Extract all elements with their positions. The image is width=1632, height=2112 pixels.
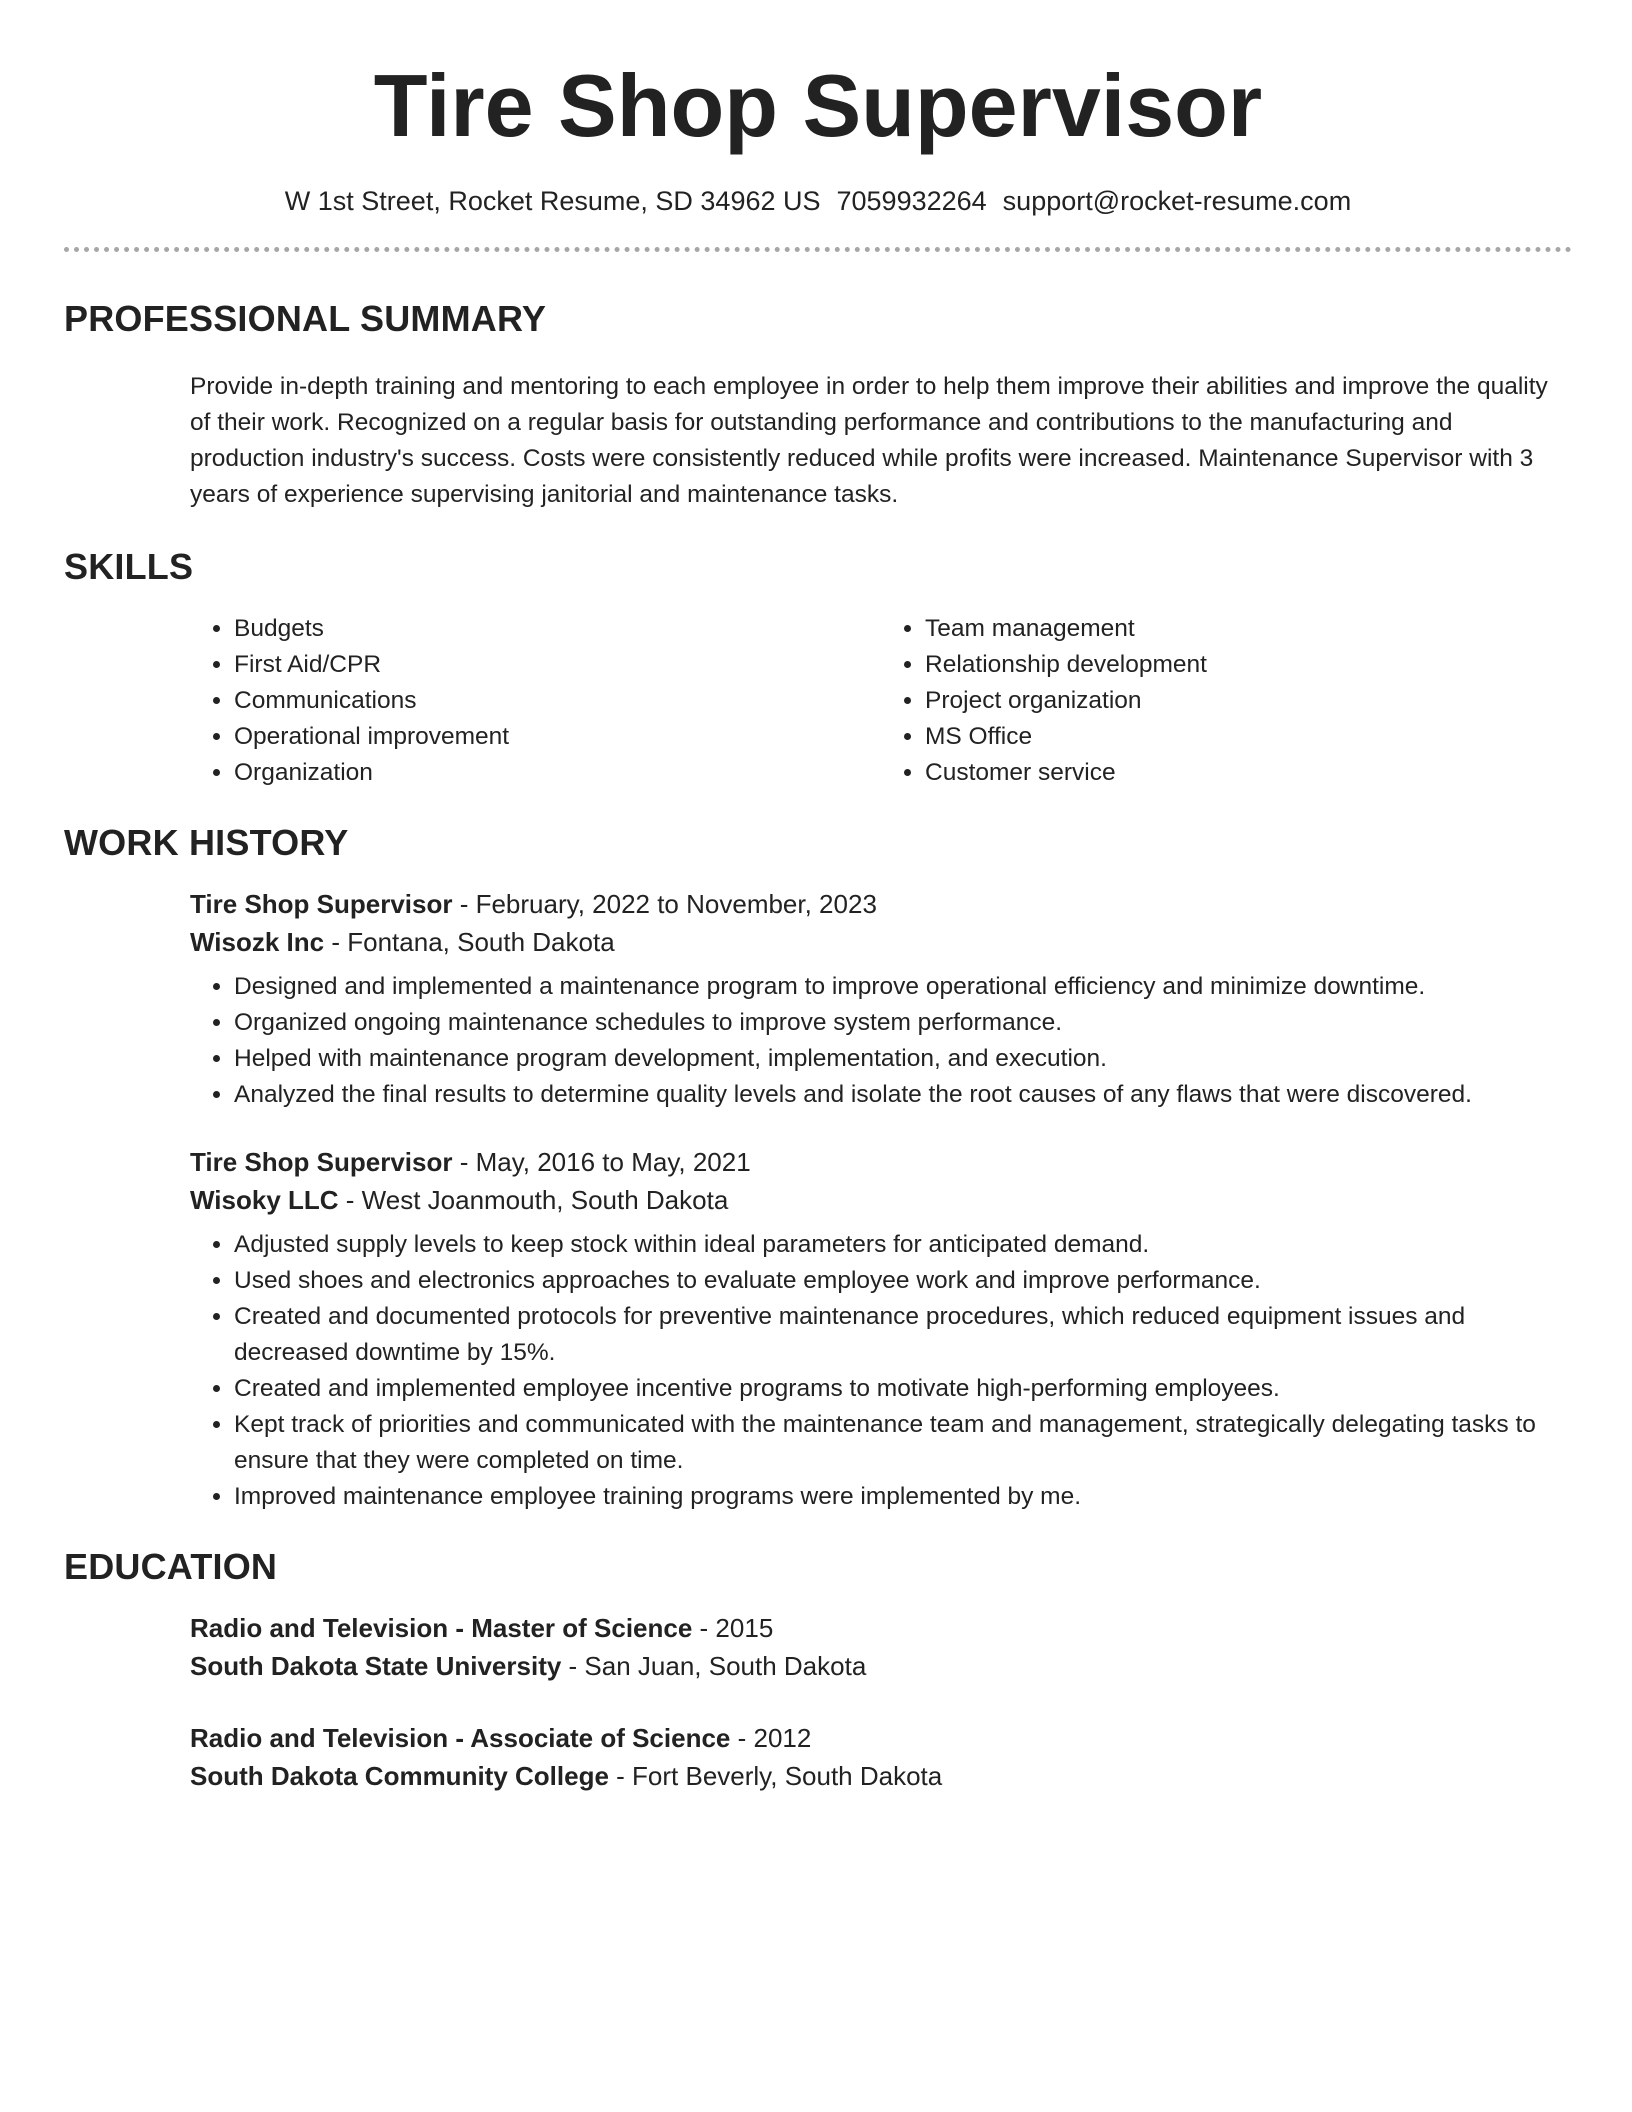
job-bullet: • Adjusted supply levels to keep stock within ideal parameters for anticipated demand. [234, 1227, 1572, 1263]
resume-page [64, 0, 1572, 1795]
skill-item: • MS Office [925, 719, 1572, 755]
job-location: - Fontana, South Dakota [324, 927, 615, 957]
skill-item: • Customer service [925, 755, 1572, 791]
school-name: South Dakota State University [190, 1651, 562, 1681]
job-company: Wisozk Inc [190, 927, 325, 957]
job-bullet: • Kept track of priorities and communicated with the maintenance team and management, strategically delegating tasks to ensure that they were completed on time. [234, 1407, 1572, 1479]
job-title-line [190, 885, 1572, 923]
job-bullet: • Designed and implemented a maintenance program to improve operational efficiency and minimize downtime. [234, 969, 1572, 1005]
skill-item: • Communications [234, 683, 881, 719]
summary-section [64, 297, 1572, 513]
skill-item: • Relationship development [925, 647, 1572, 683]
job-company-line [190, 923, 1572, 961]
skills-list-left [190, 611, 881, 791]
job-location: - West Joanmouth, South Dakota [338, 1185, 729, 1215]
job-bullet: • Created and documented protocols for preventive maintenance procedures, which reduced equipment issues and decreased downtime by 15%. [234, 1299, 1572, 1371]
job-dates: - May, 2016 to May, 2021 [452, 1147, 751, 1177]
skills-heading: SKILLS [64, 546, 194, 587]
skill-item: • Organization [234, 755, 881, 791]
education-section [64, 1545, 1572, 1795]
contact-email: support@rocket-resume.com [1002, 186, 1352, 216]
job-title: Tire Shop Supervisor [190, 889, 453, 919]
skills-columns [190, 611, 1572, 791]
job-bullet: • Improved maintenance employee training programs were implemented by me. [234, 1479, 1572, 1515]
school-name: South Dakota Community College [190, 1761, 609, 1791]
summary-text: Provide in-depth training and mentoring to each employee in order to help them improve their abilities and improve the quality of their work. Recognized on a regular basis for outstanding performance and contributions to the manufacturing and production industry's success. Costs were consistently reduced while profits were increased. Maintenance Supervisor with 3 years of experience supervising janitorial and maintenance tasks. [190, 373, 1548, 508]
school-line [190, 1757, 1572, 1795]
header-divider [64, 247, 1572, 252]
job-company-line [190, 1181, 1572, 1219]
resume-title: Tire Shop Supervisor [373, 56, 1263, 155]
school-location: - San Juan, South Dakota [561, 1651, 867, 1681]
job-entry [190, 885, 1572, 1113]
contact-line [64, 184, 1572, 218]
job-bullet: • Organized ongoing maintenance schedules to improve system performance. [234, 1005, 1572, 1041]
contact-phone: 7059932264 [836, 186, 987, 216]
job-dates: - February, 2022 to November, 2023 [452, 889, 877, 919]
job-bullets [190, 1227, 1572, 1515]
skill-item: • Operational improvement [234, 719, 881, 755]
degree-year: - 2012 [730, 1723, 812, 1753]
degree-year: - 2015 [692, 1613, 774, 1643]
education-entry [190, 1719, 1572, 1795]
contact-address: W 1st Street, Rocket Resume, SD 34962 US [284, 186, 821, 216]
education-entry [190, 1609, 1572, 1685]
skill-item: • Project organization [925, 683, 1572, 719]
degree-line [190, 1609, 1572, 1647]
degree-name: Radio and Television - Master of Science [190, 1613, 693, 1643]
skill-item: • Budgets [234, 611, 881, 647]
job-bullet: • Analyzed the final results to determine quality levels and isolate the root causes of any flaws that were discovered. [234, 1077, 1572, 1113]
school-location: - Fort Beverly, South Dakota [608, 1761, 943, 1791]
work-section [64, 821, 1572, 1515]
job-bullet: • Helped with maintenance program development, implementation, and execution. [234, 1041, 1572, 1077]
school-line [190, 1647, 1572, 1685]
skill-item: • Team management [925, 611, 1572, 647]
skills-list-right [881, 611, 1572, 791]
summary-heading: PROFESSIONAL SUMMARY [64, 298, 547, 339]
skills-section [64, 545, 1572, 791]
job-bullet: • Created and implemented employee incentive programs to motivate high-performing employees. [234, 1371, 1572, 1407]
degree-line [190, 1719, 1572, 1757]
work-heading: WORK HISTORY [64, 822, 349, 863]
job-entry [190, 1143, 1572, 1515]
job-title: Tire Shop Supervisor [190, 1147, 453, 1177]
skill-item: • First Aid/CPR [234, 647, 881, 683]
degree-name: Radio and Television - Associate of Science [190, 1723, 731, 1753]
job-bullet: • Used shoes and electronics approaches to evaluate employee work and improve performance. [234, 1263, 1572, 1299]
job-bullets [190, 969, 1572, 1113]
job-title-line [190, 1143, 1572, 1181]
job-company: Wisoky LLC [190, 1185, 339, 1215]
education-heading: EDUCATION [64, 1546, 278, 1587]
